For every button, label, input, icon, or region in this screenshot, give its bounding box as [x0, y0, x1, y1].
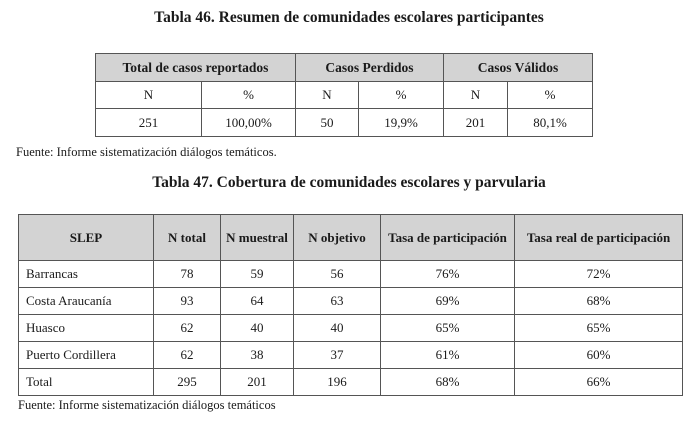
table-row [19, 261, 683, 288]
header-total-cases: Total de casos reportados [96, 54, 296, 82]
table-row [19, 315, 683, 342]
table-cell: 37 [294, 342, 381, 369]
table-row [19, 288, 683, 315]
table-cell: 78 [154, 261, 221, 288]
header-tasa-real-participacion: Tasa real de participación [515, 215, 683, 261]
table-cell: 64 [221, 288, 294, 315]
table-cell: Costa Araucanía [19, 288, 154, 315]
header-n-objetivo: N objetivo [294, 215, 381, 261]
table47-source: Fuente: Informe sistematización diálogos temáticos [18, 398, 276, 412]
subheader-n: N [96, 82, 202, 109]
table-cell: 251 [96, 109, 202, 137]
header-n-muestral: N muestral [221, 215, 294, 261]
table-cell: 40 [294, 315, 381, 342]
table-cell: 59 [221, 261, 294, 288]
table46-source: Fuente: Informe sistematización diálogos temáticos. [16, 145, 277, 159]
table-cell: 56 [294, 261, 381, 288]
table-cell: 68% [381, 369, 515, 396]
table-cell: 65% [515, 315, 683, 342]
table-cell: 80,1% [508, 109, 593, 137]
table-cell: 50 [296, 109, 359, 137]
table-cell: 40 [221, 315, 294, 342]
table-cell: 196 [294, 369, 381, 396]
table-cell: Huasco [19, 315, 154, 342]
subheader-percent: % [359, 82, 444, 109]
table-cell: Barrancas [19, 261, 154, 288]
table-cell: 100,00% [202, 109, 296, 137]
table-cell: 68% [515, 288, 683, 315]
header-valid-cases: Casos Válidos [444, 54, 593, 82]
coverage-table [18, 214, 683, 396]
table-cell: 62 [154, 315, 221, 342]
table46-caption: Tabla 46. Resumen de comunidades escolares participantes [154, 9, 544, 26]
header-n-total: N total [154, 215, 221, 261]
header-tasa-participacion: Tasa de participación [381, 215, 515, 261]
table-row [96, 109, 593, 137]
subheader-percent: % [202, 82, 296, 109]
subheader-percent: % [508, 82, 593, 109]
table-cell: 65% [381, 315, 515, 342]
subheader-n: N [444, 82, 508, 109]
table-cell: 72% [515, 261, 683, 288]
table-cell: 66% [515, 369, 683, 396]
table-cell: 63 [294, 288, 381, 315]
table-cell: 295 [154, 369, 221, 396]
header-slep: SLEP [19, 215, 154, 261]
table-cell: 60% [515, 342, 683, 369]
table-cell: 61% [381, 342, 515, 369]
table-cell: 76% [381, 261, 515, 288]
summary-table [95, 53, 593, 137]
subheader-n: N [296, 82, 359, 109]
table-cell: Total [19, 369, 154, 396]
table-cell: 201 [221, 369, 294, 396]
header-lost-cases: Casos Perdidos [296, 54, 444, 82]
table-cell: Puerto Cordillera [19, 342, 154, 369]
table-cell: 93 [154, 288, 221, 315]
table-row [19, 342, 683, 369]
table-cell: 201 [444, 109, 508, 137]
table-row-total [19, 369, 683, 396]
table-cell: 19,9% [359, 109, 444, 137]
table-cell: 38 [221, 342, 294, 369]
table-cell: 62 [154, 342, 221, 369]
table47-caption: Tabla 47. Cobertura de comunidades escolares y parvularia [152, 174, 546, 191]
table-cell: 69% [381, 288, 515, 315]
